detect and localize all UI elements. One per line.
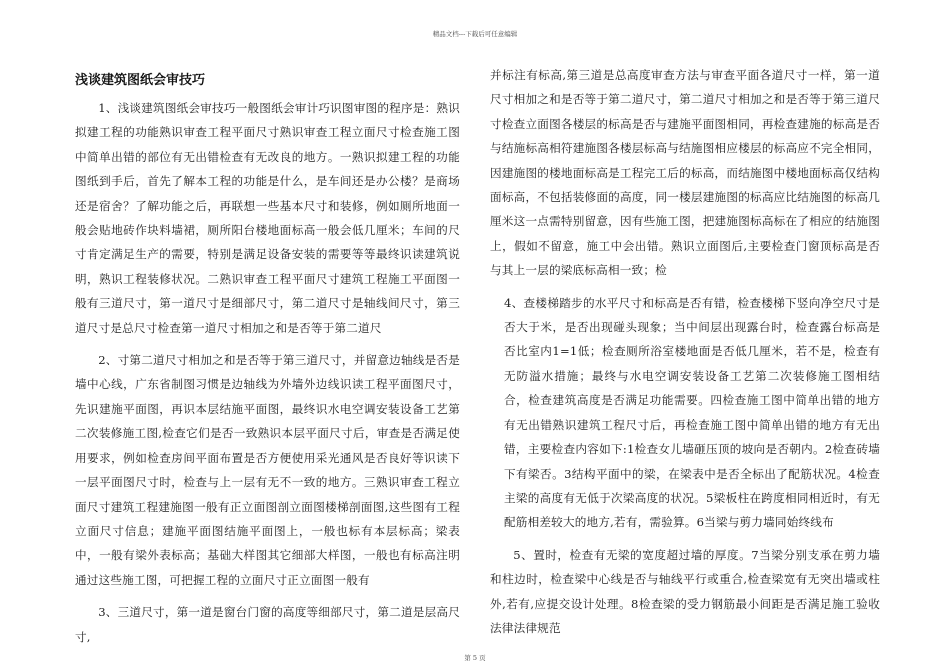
paragraph-5: 5、置时，检查有无梁的宽度超过墙的厚度。7当梁分别支承在剪力墙和柱边时，检查梁中心线是否与轴线平行或重合,检查梁宽有无突出墙或柱外,若有,应提交设计处理。8检查梁的受力钢筋最小间距是否满足施工验收法律法律规范	[490, 547, 880, 635]
page-header: 精品文档---下载后可任意编辑	[432, 30, 518, 38]
paragraph-2: 2、寸第二道尺寸相加之和是否等于第三道尺寸，并留意边轴线是否是墙中心线，广东省制图习惯是边轴线为外墙外边线识读工程平面图尺寸，先识建施平面图，再识本层结施平面图，最终识水电空调安装设备工艺第二次装修施工图,检查它们是否一致熟识本层平面尺寸后，审查是否满足使用要求，例如检查房间平面布置是否方便使用采光通风是否良好等识读下一层平面图尺寸时，检查与上一层有无不一致的地方。三熟识审查工程立面尺寸建筑工程建施图一般有正立面图剖立面图楼梯剖面图,这些图有工程立面尺寸信息；建施平面图结施平面图上，一般也标有本层标高；梁表中，一般有梁外表标高；基础大样图其它细部大样图，一般也有标高注明通过这些施工图，可把握工程的立面尺寸正立面图一般有	[75, 353, 460, 587]
right-column	[490, 63, 880, 648]
paragraph-1: 1、浅谈建筑图纸会审技巧一般图纸会审计巧识图审图的程序是：熟识拟建工程的功能熟识审查工程平面尺寸熟识审查工程立面尺寸检查施工图中简单出错的部位有无出错检查有无改良的地方。一熟识拟建工程的功能图纸到手后，首先了解本工程的功能是什么，是车间还是办公楼？是商场还是宿舍？了解功能之后，再联想一些基本尺寸和装修，例如厕所地面一般会贴地砖作块料墙裙，厕所阳台楼地面标高一般会低几厘米；车间的尺寸肯定满足生产的需要，特别是满足设备安装的需要等等最终识读建筑说明，熟识工程装修状况。二熟识审查工程平面尺寸建筑工程施工平面图一般有三道尺寸，第一道尺寸是细部尺寸，第二道尺寸是轴线间尺寸，第三道尺寸是总尺寸检查第一道尺寸相加之和是否等于第二道尺	[75, 101, 460, 335]
paragraph-4: 4、查楼梯踏步的水平尺寸和标高是否有错，检查楼梯下竖向净空尺寸是否大于米，是否出现碰头现象；当中间层出现露台时，检查露台标高是否比室内1=1低；检查厕所浴室楼地面是否低几厘米，若不是，检查有无防溢水措施；最终与水电空调安装设备工艺第二次装修施工图相结合，检查建筑高度是否满足功能需要。四检查施工图中简单出错的地方有无出错熟识建筑工程尺寸后，再检查施工图中简单出错的地方有无出错，主要检查内容如下:1检查女儿墙砸压顶的坡向是否朝内。2检查砖墙下有梁否。3结构平面中的梁，在梁表中是否全标出了配筋状况。4检查主梁的高度有无低于次梁高度的状况。5梁板柱在跨度相同相近时，有无配筋相差较大的地方,若有，需验算。6当梁与剪力墙同始终线布	[504, 295, 880, 530]
document-title: 浅谈建筑图纸会审技巧	[75, 73, 206, 88]
left-column	[75, 63, 460, 657]
paragraph-continued: 并标注有标高,第三道是总高度审查方法与审查平面各道尺寸一样，第一道尺寸相加之和是否等于第二道尺寸，第二道尺寸相加之和是否等于第三道尺寸检查立面图各楼层的标高是否与建施平面图相同，再检查建施的标高是否与结施标高相符建施图各楼层标高与结施图相应楼层的标高应不完全相同，因建施图的楼地面标高是工程完工后的标高，而结施图中楼地面标高仅结构面标高，不包括装修面的高度，同一楼层建施图的标高应比结施图的标高几厘米这一点需特别留意，因有些施工图，把建施图标高标在了相应的结施图上，假如不留意，施工中会出错。熟识立面图后,主要检查门窗顶标高是否与其上一层的梁底标高相一致；检	[490, 68, 880, 278]
paragraph-3: 3、三道尺寸，第一道是窗台门窗的高度等细部尺寸，第二道是层高尺寸,	[75, 605, 460, 644]
page-footer: 第 5 页	[464, 654, 486, 662]
